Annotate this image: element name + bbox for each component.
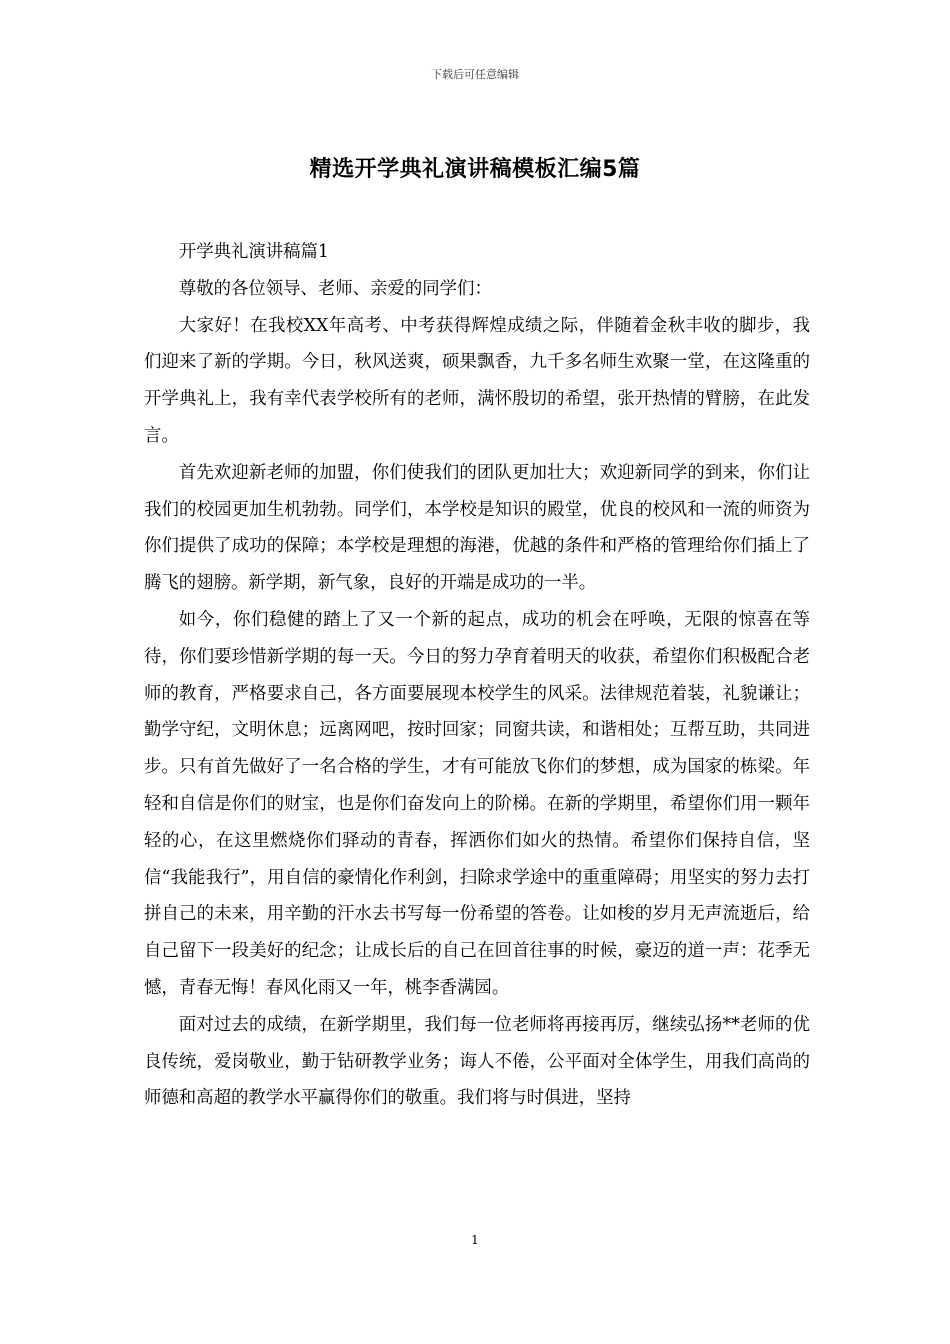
page-number: 1 xyxy=(471,1233,479,1247)
page-header: 下载后可任意编辑 xyxy=(431,68,519,81)
body-paragraph: 面对过去的成绩，在新学期里，我们每一位老师将再接再厉，继续弘扬**老师的优良传统，爱岗敬业，勤于钻研教学业务；诲人不倦，公平面对全体学生，用我们高尚的师德和高超的教学水平赢得你们的敬重。我们将与时俱进，坚持 xyxy=(144,1014,810,1109)
document-title: 精选开学典礼演讲稿模板汇编5篇 xyxy=(309,157,641,182)
body-paragraph: 首先欢迎新老师的加盟，你们使我们的团队更加壮大；欢迎新同学的到来，你们让我们的校园更加生机勃勃。同学们，本学校是知识的殿堂，优良的校风和一流的师资为你们提供了成功的保障；本学校是理想的海港，优越的条件和严格的管理给你们插上了腾飞的翅膀。新学期，新气象，良好的开端是成功的一半。 xyxy=(144,462,810,594)
salutation: 尊敬的各位领导、老师、亲爱的同学们： xyxy=(178,278,492,299)
section-heading: 开学典礼演讲稿篇1 xyxy=(178,242,329,262)
body-paragraph: 如今，你们稳健的踏上了又一个新的起点，成功的机会在呼唤，无限的惊喜在等待，你们要珍惜新学期的每一天。今日的努力孕育着明天的收获，希望你们积极配合老师的教育，严格要求自己，各方面要展现本校学生的风采。法律规范着装，礼貌谦让；勤学守纪，文明休息；远离网吧，按时回家；同窗共读，和谐相处；互帮互助，共同进步。只有首先做好了一名合格的学生，才有可能放飞你们的梦想，成为国家的栋梁。年轻和自信是你们的财宝，也是你们奋发向上的阶梯。在新的学期里，希望你们用一颗年轻的心，在这里燃烧你们驿动的青春，挥洒你们如火的热情。希望你们保持自信，坚信“我能我行”，用自信的豪情化作利剑，扫除求学途中的重重障碍；用坚实的努力去打拼自己的未来，用辛勤的汗水去书写每一份希望的答卷。让如梭的岁月无声流逝后，给自己留下一段美好的纪念；让成长后的自己在回首往事的时候，豪迈的道一声：花季无憾，青春无悔！春风化雨又一年，桃李香满园。 xyxy=(144,609,810,998)
document-body xyxy=(144,234,810,1117)
body-paragraph: 大家好！在我校XX年高考、中考获得辉煌成绩之际，伴随着金秋丰收的脚步，我们迎来了新的学期。今日，秋风送爽，硕果飘香，九千多名师生欢聚一堂，在这隆重的开学典礼上，我有幸代表学校所有的老师，满怀殷切的希望，张开热情的臂膀，在此发言。 xyxy=(144,315,810,446)
